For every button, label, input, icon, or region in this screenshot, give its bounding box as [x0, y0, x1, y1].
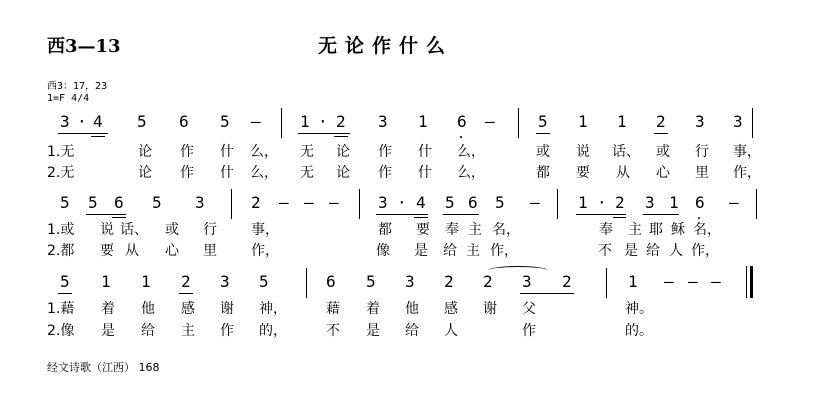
note: 5 — [137, 112, 147, 131]
note: 1 — [578, 112, 588, 131]
lyric: 作 — [522, 323, 536, 339]
lyric: 或 — [165, 222, 179, 238]
note-dot: · — [597, 193, 607, 212]
lyric: 么， — [457, 165, 485, 181]
lyric: 着 — [366, 301, 380, 317]
lyric: 心 — [656, 165, 670, 181]
lyric: 说 — [100, 222, 114, 238]
note: 2 — [336, 112, 346, 131]
lyric: 说 — [576, 144, 590, 160]
lyric: 名， — [693, 222, 721, 238]
lyric: 么， — [250, 144, 278, 160]
lyric: 么， — [457, 144, 485, 160]
lyric: 耶 — [649, 222, 663, 238]
lyric: 是 — [414, 243, 428, 259]
lyric: 的。 — [625, 323, 653, 339]
lower-octave-dot — [460, 136, 462, 138]
note: 2 — [483, 272, 493, 291]
bar-line — [359, 189, 360, 219]
lyric: 给 — [646, 243, 660, 259]
lyric: 作 — [378, 144, 392, 160]
note-dash: – — [251, 112, 261, 131]
note: 2 — [251, 193, 261, 212]
note: 2 — [656, 112, 666, 131]
key-time-signature: 1=F 4/4 — [47, 93, 90, 104]
lyric: 他 — [141, 301, 155, 317]
hymn-number: 西3—13 — [47, 36, 121, 57]
lyric: 作， — [490, 243, 518, 259]
lyric: 什 — [220, 144, 234, 160]
lyric: 无 — [300, 144, 314, 160]
lyric: 或 — [536, 144, 550, 160]
lyric: 作， — [691, 243, 719, 259]
lyric: 从 — [125, 243, 139, 259]
lyric: 里 — [203, 243, 217, 259]
beam-underline — [112, 217, 126, 218]
lyric: 人 — [444, 323, 458, 339]
lyric: 事， — [733, 144, 761, 160]
lyric: 他 — [405, 301, 419, 317]
lyric: 或 — [656, 144, 670, 160]
note: 2 — [562, 272, 572, 291]
lyric: 2.像 — [47, 323, 75, 339]
note-dot: · — [77, 112, 87, 131]
note: 1 — [101, 272, 111, 291]
note: 3 — [60, 112, 70, 131]
note: 4 — [416, 193, 426, 212]
note: 3 — [405, 272, 415, 291]
note-dash: – — [530, 193, 540, 212]
scripture-reference: 西3：17，23 — [47, 81, 108, 92]
lyric: 主 — [628, 222, 642, 238]
lyric: 什 — [418, 144, 432, 160]
beam-underline — [654, 133, 668, 134]
note-dot: · — [397, 193, 407, 212]
note: 5 — [538, 112, 548, 131]
lyric: 要 — [100, 243, 114, 259]
lyric: 给 — [141, 323, 155, 339]
beam-underline — [86, 214, 126, 215]
slur-tie — [488, 266, 548, 275]
note-dash: – — [664, 272, 674, 291]
lyric: 2.都 — [47, 243, 75, 259]
note: 5 — [366, 272, 376, 291]
lyric: 作 — [180, 144, 194, 160]
note: 5 — [60, 193, 70, 212]
beam-underline — [91, 136, 105, 137]
lyric: 奉 — [599, 222, 613, 238]
lyric: 奉 — [445, 222, 459, 238]
bar-line — [231, 189, 232, 219]
beam-underline — [414, 217, 428, 218]
bar-line — [756, 189, 757, 219]
note: 2 — [615, 193, 625, 212]
note: 5 — [88, 193, 98, 212]
note: 6 — [457, 112, 467, 131]
lyric: 么， — [250, 165, 278, 181]
lyric: 是 — [101, 323, 115, 339]
lyric: 人 — [669, 243, 683, 259]
lyric: 1.或 — [47, 222, 75, 238]
lyric: 是 — [624, 243, 638, 259]
lyric: 2.无 — [47, 165, 75, 181]
lyric: 谢 — [220, 301, 234, 317]
note-dash: – — [729, 193, 739, 212]
lyric: 的， — [259, 323, 287, 339]
note-dash: – — [279, 193, 289, 212]
note: 3 — [733, 112, 743, 131]
lyric: 藉 — [326, 301, 340, 317]
note: 1 — [300, 112, 310, 131]
bar-line — [518, 108, 519, 138]
bar-line — [306, 268, 307, 298]
lyric: 给 — [405, 323, 419, 339]
note: 1 — [628, 272, 638, 291]
note-dash: – — [304, 193, 314, 212]
beam-underline — [536, 133, 550, 134]
note: 5 — [259, 272, 269, 291]
lyric: 是 — [366, 323, 380, 339]
lyric: 论 — [138, 165, 152, 181]
lyric: 稣 — [671, 222, 685, 238]
lyric: 主 — [468, 222, 482, 238]
lyric: 不 — [598, 243, 612, 259]
note: 3 — [378, 112, 388, 131]
note-dash: – — [711, 272, 721, 291]
note: 6 — [695, 193, 705, 212]
lyric: 神， — [259, 301, 287, 317]
beam-underline — [613, 217, 626, 218]
note: 1 — [578, 193, 588, 212]
beam-underline — [376, 214, 428, 215]
lyric: 无 — [300, 165, 314, 181]
lyric: 主 — [466, 243, 480, 259]
note: 3 — [220, 272, 230, 291]
lyric: 都 — [536, 165, 550, 181]
source-citation: 经文诗歌（江西） 168 — [47, 361, 160, 374]
note: 1 — [669, 193, 679, 212]
song-title: 无论作什么 — [318, 35, 454, 57]
note: 5 — [495, 193, 505, 212]
note: 3 — [195, 193, 205, 212]
lyric: 什 — [220, 165, 234, 181]
note-dot: · — [318, 112, 328, 131]
lyric: 作， — [251, 243, 279, 259]
lyric: 父 — [522, 301, 536, 317]
lyric: 作 — [220, 323, 234, 339]
lyric: 要 — [576, 165, 590, 181]
note-dash: – — [485, 112, 495, 131]
lyric: 作 — [180, 165, 194, 181]
beam-underline — [576, 214, 626, 215]
beam-underline — [334, 136, 348, 137]
note: 5 — [152, 193, 162, 212]
note: 6 — [326, 272, 336, 291]
final-bar-thick — [750, 266, 753, 298]
note-dash: – — [329, 193, 339, 212]
lyric: 什 — [418, 165, 432, 181]
note: 2 — [444, 272, 454, 291]
note: 6 — [179, 112, 189, 131]
note: 2 — [181, 272, 191, 291]
lyric: 不 — [326, 323, 340, 339]
bar-line — [752, 108, 753, 138]
note: 1 — [141, 272, 151, 291]
lyric: 行 — [203, 222, 217, 238]
lyric: 名， — [492, 222, 520, 238]
note: 6 — [114, 193, 124, 212]
lyric: 感 — [181, 301, 195, 317]
lyric: 行 — [695, 144, 709, 160]
lyric: 给 — [443, 243, 457, 259]
lyric: 心 — [165, 243, 179, 259]
note: 5 — [60, 272, 70, 291]
lyric: 事， — [251, 222, 279, 238]
beam-underline — [179, 293, 193, 294]
lyric: 像 — [376, 243, 390, 259]
bar-line — [281, 108, 282, 138]
lyric: 作， — [733, 165, 761, 181]
lyric: 从 — [616, 165, 630, 181]
lyric: 作 — [378, 165, 392, 181]
lyric: 1.藉 — [47, 301, 75, 317]
lyric: 话、 — [612, 144, 640, 160]
lyric: 着 — [101, 301, 115, 317]
note: 4 — [93, 112, 103, 131]
bar-line — [606, 268, 607, 298]
lyric: 论 — [336, 144, 350, 160]
note: 3 — [378, 193, 388, 212]
lyric: 1.无 — [47, 144, 75, 160]
lower-octave-dot — [698, 217, 700, 219]
note: 1 — [418, 112, 428, 131]
final-bar-thin — [746, 266, 747, 298]
note: 3 — [645, 193, 655, 212]
note: 1 — [617, 112, 627, 131]
lyric: 感 — [444, 301, 458, 317]
beam-underline — [520, 293, 574, 294]
lyric: 神。 — [625, 301, 653, 317]
lyric: 论 — [138, 144, 152, 160]
lyric: 话、 — [120, 222, 148, 238]
beam-underline — [58, 293, 72, 294]
beam-underline — [298, 133, 350, 134]
bar-line — [557, 189, 558, 219]
note: 6 — [468, 193, 478, 212]
note: 5 — [445, 193, 455, 212]
beam-underline — [58, 133, 108, 134]
lyric: 都 — [378, 222, 392, 238]
lyric: 谢 — [483, 301, 497, 317]
note: 3 — [695, 112, 705, 131]
beam-underline — [443, 214, 479, 215]
lyric: 论 — [336, 165, 350, 181]
lyric: 主 — [181, 323, 195, 339]
note: 5 — [220, 112, 230, 131]
beam-underline — [643, 214, 679, 215]
lyric: 要 — [416, 222, 430, 238]
note-dash: – — [688, 272, 698, 291]
lyric: 里 — [695, 165, 709, 181]
note: 3 — [522, 272, 532, 291]
